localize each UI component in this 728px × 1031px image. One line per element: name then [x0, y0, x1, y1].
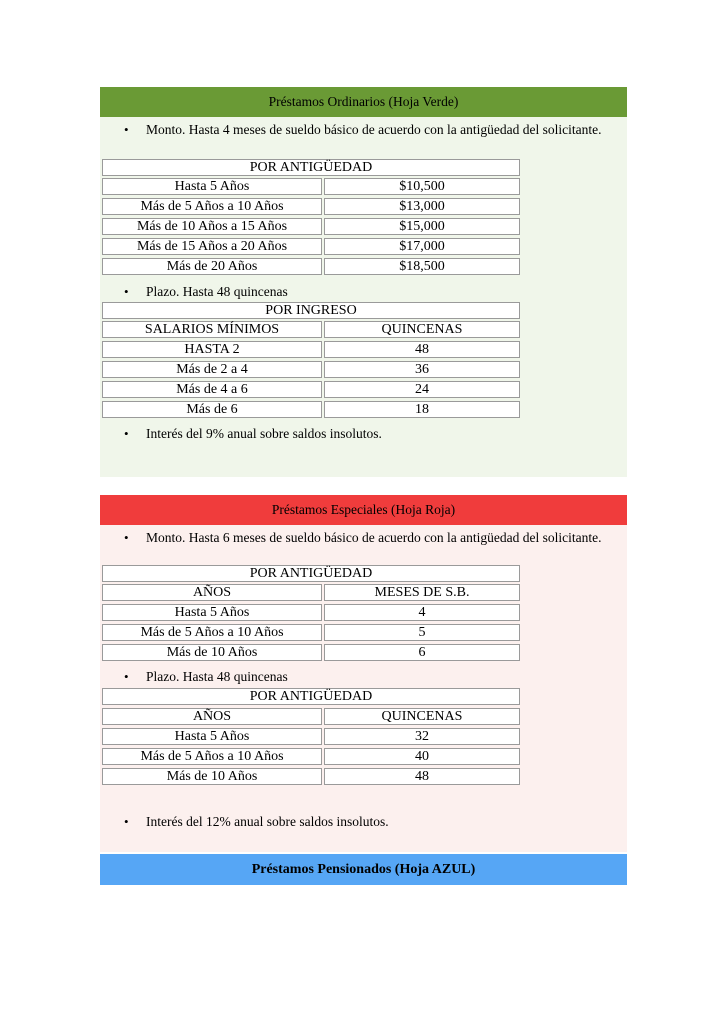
table-row — [102, 361, 520, 378]
table-row — [102, 198, 520, 215]
table-row — [102, 644, 520, 661]
table-row — [102, 604, 520, 621]
especiales-interes-text: Interés del 12% anual sobre saldos insolutos. — [146, 814, 389, 829]
table-caption: POR ANTIGÜEDAD — [102, 565, 520, 582]
table-cell: $18,500 — [324, 258, 520, 275]
table-cell: 4 — [324, 604, 520, 621]
ordinarios-panel — [100, 117, 627, 477]
bullet-icon: • — [124, 814, 129, 829]
table-cell: 48 — [324, 768, 520, 785]
table-row — [102, 401, 520, 418]
table-cell: Más de 10 Años — [102, 644, 322, 661]
table-cell: 48 — [324, 341, 520, 358]
table-row — [102, 381, 520, 398]
table-row — [102, 178, 520, 195]
table-row — [102, 728, 520, 745]
table-row — [102, 258, 520, 275]
table-cell: Más de 5 Años a 10 Años — [102, 624, 322, 641]
table-cell: $15,000 — [324, 218, 520, 235]
table-cell: $17,000 — [324, 238, 520, 255]
table-cell: 36 — [324, 361, 520, 378]
table-cell: Más de 10 Años a 15 Años — [102, 218, 322, 235]
table-cell: HASTA 2 — [102, 341, 322, 358]
table-header-row — [102, 584, 520, 601]
table-cell: 40 — [324, 748, 520, 765]
table-cell: 24 — [324, 381, 520, 398]
table-row — [102, 624, 520, 641]
table-caption-row — [102, 302, 520, 319]
table-cell: $10,500 — [324, 178, 520, 195]
table-header-cell: SALARIOS MÍNIMOS — [102, 321, 322, 338]
table-cell: 32 — [324, 728, 520, 745]
table-cell: Hasta 5 Años — [102, 604, 322, 621]
table-caption: POR ANTIGÜEDAD — [102, 688, 520, 705]
table-cell: Hasta 5 Años — [102, 728, 322, 745]
table-cell: Más de 5 Años a 10 Años — [102, 198, 322, 215]
table-cell: Más de 10 Años — [102, 768, 322, 785]
table-cell: Más de 20 Años — [102, 258, 322, 275]
table-cell: 6 — [324, 644, 520, 661]
table-caption-row — [102, 159, 520, 176]
table-caption-row — [102, 688, 520, 705]
table-row — [102, 341, 520, 358]
table-cell: Hasta 5 Años — [102, 178, 322, 195]
table-cell: Más de 5 Años a 10 Años — [102, 748, 322, 765]
table-header-cell: QUINCENAS — [324, 321, 520, 338]
especiales-plazo-text: Plazo. Hasta 48 quincenas — [146, 669, 288, 684]
bullet-icon: • — [124, 284, 129, 299]
ordinarios-interes-text: Interés del 9% anual sobre saldos insolutos. — [146, 426, 382, 441]
table-caption: POR ANTIGÜEDAD — [102, 159, 520, 176]
especiales-monto-text: Monto. Hasta 6 meses de sueldo básico de acuerdo con la antigüedad del solicitante. — [146, 530, 602, 545]
table-cell: Más de 6 — [102, 401, 322, 418]
table-cell: 5 — [324, 624, 520, 641]
pensionados-title: Préstamos Pensionados (Hoja AZUL) — [100, 854, 627, 885]
table-cell: $13,000 — [324, 198, 520, 215]
table-row — [102, 218, 520, 235]
table-row — [102, 238, 520, 255]
ordinarios-plazo-text: Plazo. Hasta 48 quincenas — [146, 284, 288, 299]
table-header-cell: AÑOS — [102, 708, 322, 725]
bullet-icon: • — [124, 426, 129, 441]
table-cell: 18 — [324, 401, 520, 418]
table-header-row — [102, 321, 520, 338]
table-row — [102, 748, 520, 765]
ordinarios-title: Préstamos Ordinarios (Hoja Verde) — [100, 87, 627, 117]
table-header-cell: AÑOS — [102, 584, 322, 601]
pensionados-section — [100, 854, 627, 885]
especiales-title: Préstamos Especiales (Hoja Roja) — [100, 495, 627, 525]
bullet-icon: • — [124, 669, 129, 684]
table-header-cell: QUINCENAS — [324, 708, 520, 725]
especiales-section — [100, 495, 627, 852]
table-header-row — [102, 708, 520, 725]
table-row — [102, 768, 520, 785]
table-caption: POR INGRESO — [102, 302, 520, 319]
especiales-panel — [100, 525, 627, 852]
table-cell: Más de 15 Años a 20 Años — [102, 238, 322, 255]
table-caption-row — [102, 565, 520, 582]
table-cell: Más de 4 a 6 — [102, 381, 322, 398]
table-cell: Más de 2 a 4 — [102, 361, 322, 378]
ordinarios-section — [100, 87, 627, 477]
table-header-cell: MESES DE S.B. — [324, 584, 520, 601]
bullet-icon: • — [124, 122, 129, 137]
ordinarios-monto-text: Monto. Hasta 4 meses de sueldo básico de acuerdo con la antigüedad del solicitante. — [146, 122, 602, 137]
bullet-icon: • — [124, 530, 129, 545]
